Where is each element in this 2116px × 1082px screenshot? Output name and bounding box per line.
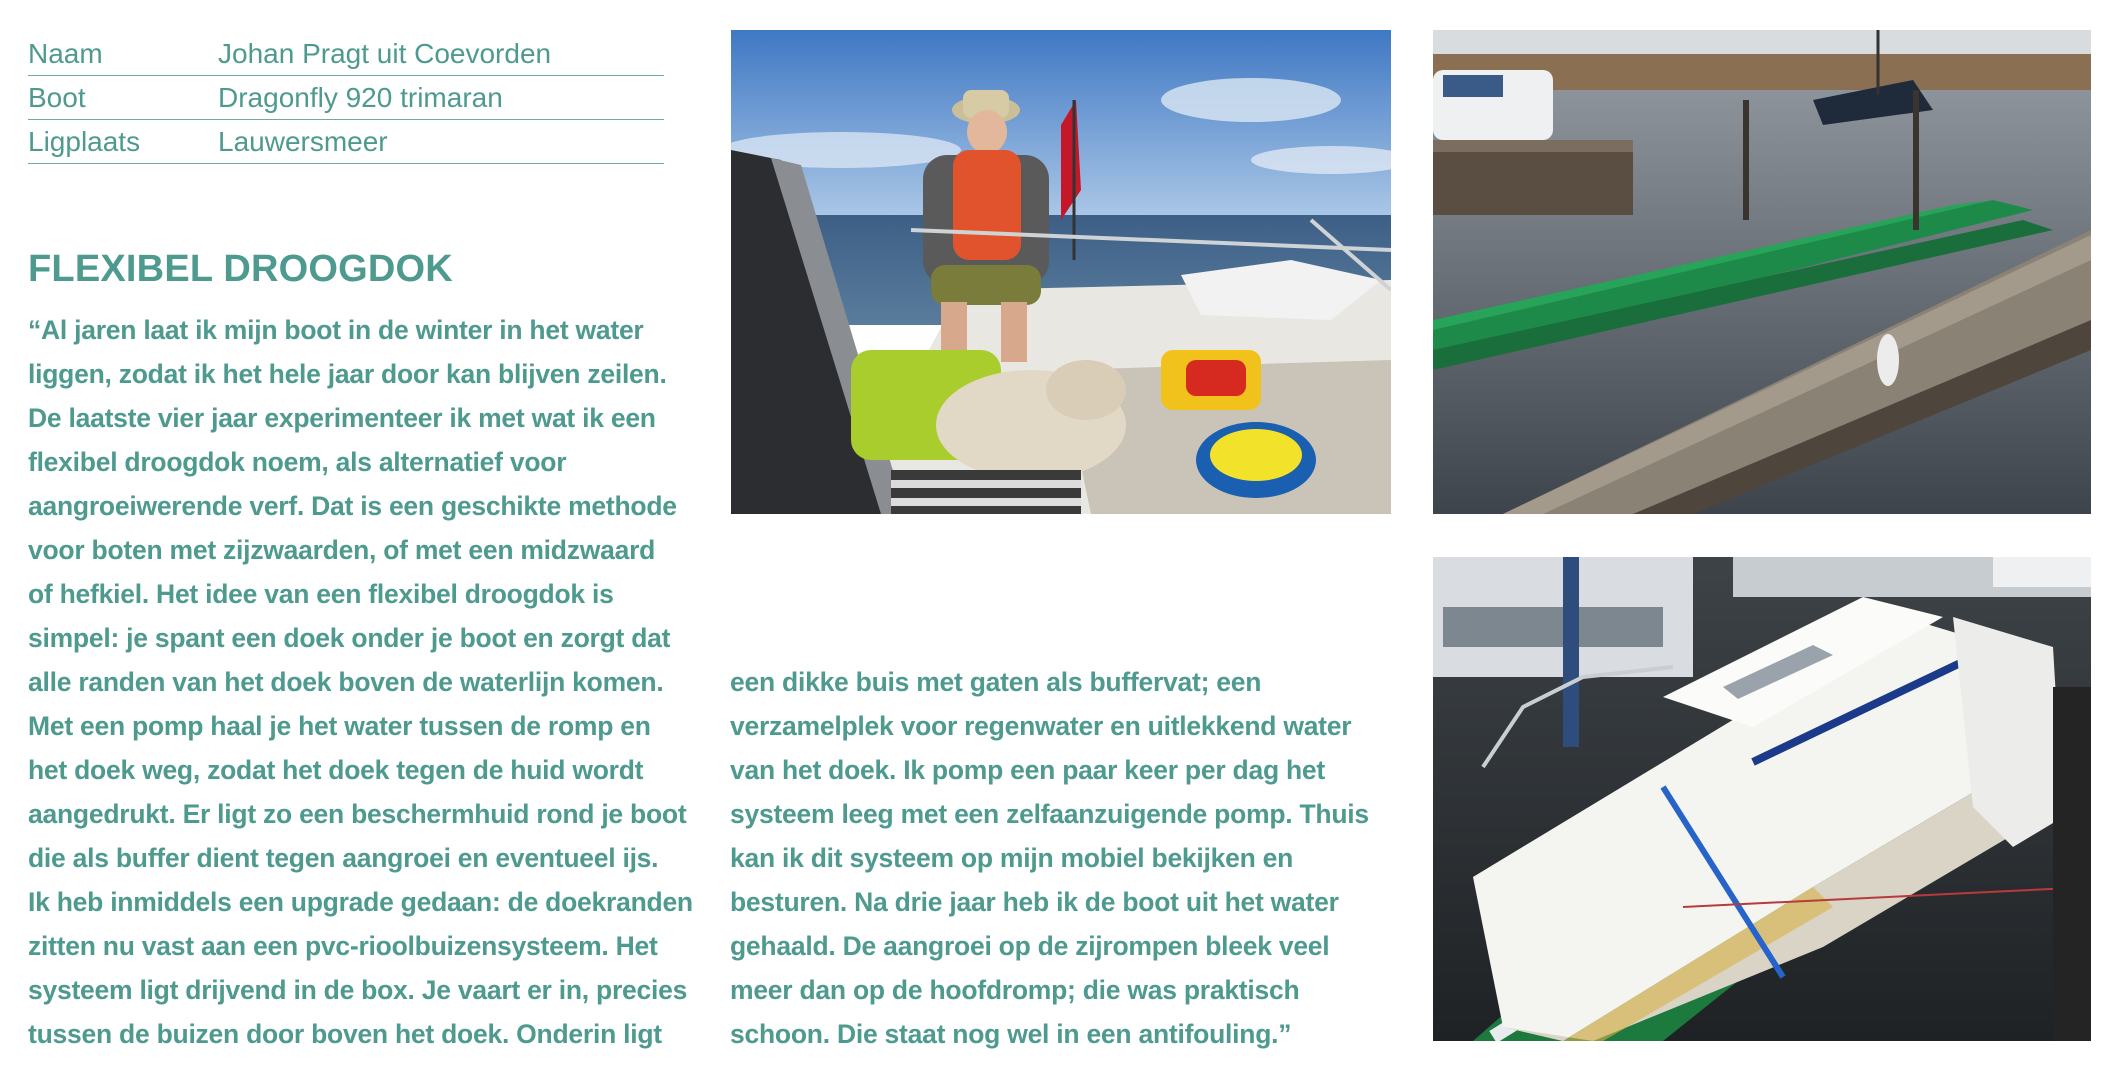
text-line: liggen, zodat ik het hele jaar door kan blijven zeilen. (28, 359, 667, 389)
text-line: aangedrukt. Er ligt zo een beschermhuid rond je boot (28, 799, 687, 829)
text-line: systeem leeg met een zelfaanzuigende pomp. Thuis (730, 799, 1369, 829)
text-line: van het doek. Ik pomp een paar keer per dag het (730, 755, 1325, 785)
text-line: voor boten met zijzwaarden, of met een midzwaard (28, 535, 656, 565)
text-line: alle randen van het doek boven de waterlijn komen. (28, 667, 664, 697)
text-line: kan ik dit systeem op mijn mobiel bekijken en (730, 843, 1294, 873)
sailor-photo-illustration (731, 30, 1391, 514)
article-column-2 (730, 660, 1410, 1056)
text-line: of hefkiel. Het idee van een flexibel droogdok is (28, 579, 614, 609)
jetty-photo-illustration (1433, 30, 2091, 514)
info-label: Boot (28, 82, 86, 113)
photo-boat-in-drydock (1433, 557, 2091, 1041)
text-line: systeem ligt drijvend in de box. Je vaart er in, precies (28, 975, 688, 1005)
info-row-boat (28, 76, 664, 120)
article-heading: FLEXIBEL DROOGDOK (28, 248, 453, 290)
text-line: een dikke buis met gaten als buffervat; een (730, 667, 1262, 697)
text-line: het doek weg, zodat het doek tegen de huid wordt (28, 755, 644, 785)
text-line: “Al jaren laat ik mijn boot in de winter in het water (28, 315, 644, 345)
text-line: De laatste vier jaar experimenteer ik met wat ik een (28, 403, 656, 433)
info-value: Dragonfly 920 trimaran (218, 82, 503, 113)
info-value: Lauwersmeer (218, 126, 388, 157)
text-line: zitten nu vast aan een pvc-rioolbuizensysteem. Het (28, 931, 658, 961)
info-label: Ligplaats (28, 126, 141, 157)
text-line: gehaald. De aangroei op de zijrompen bleek veel (730, 931, 1330, 961)
info-table (28, 32, 664, 164)
text-line: tussen de buizen door boven het doek. Onderin ligt (28, 1019, 662, 1049)
article-column-1 (28, 308, 708, 1056)
info-row-name (28, 32, 664, 76)
text-line: besturen. Na drie jaar heb ik de boot uit het water (730, 887, 1339, 917)
text-line: meer dan op de hoofdromp; die was praktisch (730, 975, 1300, 1005)
text-line: die als buffer dient tegen aangroei en eventueel ijs. (28, 843, 659, 873)
text-line: verzamelplek voor regenwater en uitlekkend water (730, 711, 1352, 741)
info-label: Naam (28, 38, 103, 69)
text-line: aangroeiwerende verf. Dat is een geschikte methode (28, 491, 677, 521)
text-line: Ik heb inmiddels een upgrade gedaan: de doekranden (28, 887, 693, 917)
info-row-mooring (28, 120, 664, 164)
text-line: flexibel droogdok noem, als alternatief voor (28, 447, 567, 477)
text-line: Met een pomp haal je het water tussen de romp en (28, 711, 651, 741)
photo-jetty-flexible-drydock (1433, 30, 2091, 514)
info-value: Johan Pragt uit Coevorden (218, 38, 552, 69)
text-line: simpel: je spant een doek onder je boot en zorgt dat (28, 623, 671, 653)
photo-sailor-on-deck (731, 30, 1391, 514)
text-line: schoon. Die staat nog wel in een antifouling.” (730, 1019, 1292, 1049)
boat-photo-illustration (1433, 557, 2091, 1041)
